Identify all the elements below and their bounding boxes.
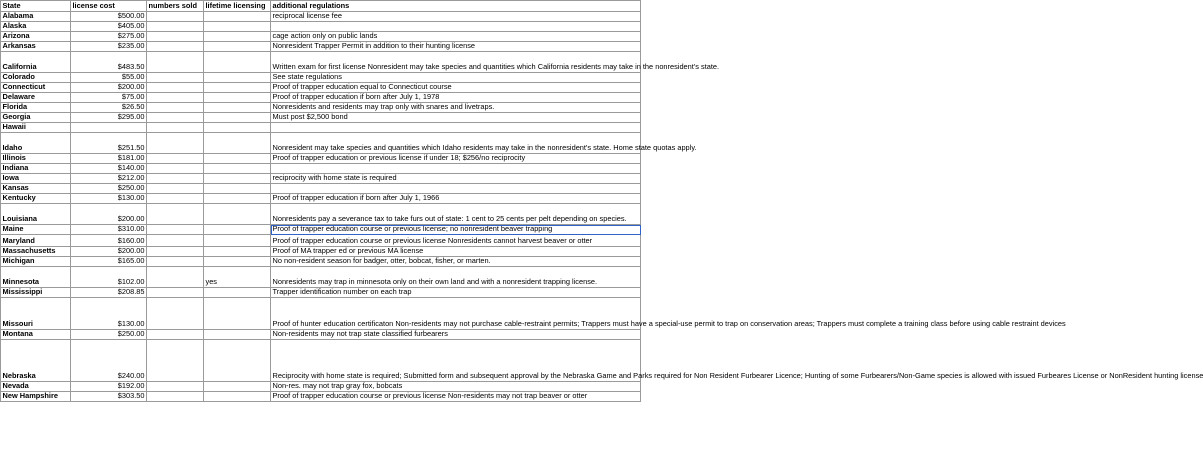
numbers-sold-cell[interactable]	[147, 133, 204, 154]
numbers-sold-cell[interactable]	[147, 267, 204, 288]
lifetime-licensing-cell[interactable]	[204, 184, 271, 194]
regulations-cell[interactable]: Proof of trapper education or previous license if under 18; $256/no reciprocity	[271, 154, 641, 164]
table-row	[1, 73, 641, 83]
state-cell[interactable]: Nevada	[1, 382, 71, 392]
license-cost-cell[interactable]: $102.00	[71, 267, 147, 288]
regulations-cell[interactable]: Nonresidents and residents may trap only with snares and livetraps.	[271, 103, 641, 113]
table-row	[1, 235, 641, 247]
license-cost-cell[interactable]: $192.00	[71, 382, 147, 392]
lifetime-licensing-cell[interactable]	[204, 12, 271, 22]
regulations-cell[interactable]: cage action only on public lands	[271, 32, 641, 42]
numbers-sold-cell[interactable]	[147, 93, 204, 103]
table-row	[1, 42, 641, 52]
lifetime-licensing-cell[interactable]	[204, 164, 271, 174]
header-state[interactable]: State	[1, 1, 71, 12]
state-cell[interactable]: California	[1, 52, 71, 73]
numbers-sold-cell[interactable]	[147, 22, 204, 32]
regulations-cell[interactable]	[271, 22, 641, 32]
lifetime-licensing-cell[interactable]	[204, 22, 271, 32]
numbers-sold-cell[interactable]	[147, 298, 204, 330]
license-cost-cell[interactable]: $251.50	[71, 133, 147, 154]
regulations-cell[interactable]: Proof of trapper education if born after July 1, 1966	[271, 194, 641, 204]
license-cost-cell[interactable]: $181.00	[71, 154, 147, 164]
table-row	[1, 267, 641, 288]
state-cell[interactable]: Massachusetts	[1, 247, 71, 257]
license-cost-cell[interactable]: $26.50	[71, 103, 147, 113]
header-numbers-sold[interactable]: numbers sold	[147, 1, 204, 12]
regulations-cell[interactable]: Trapper identification number on each trap	[271, 288, 641, 298]
numbers-sold-cell[interactable]	[147, 257, 204, 267]
numbers-sold-cell[interactable]	[147, 174, 204, 184]
state-cell[interactable]: Alaska	[1, 22, 71, 32]
table-row	[1, 164, 641, 174]
state-cell[interactable]: Maryland	[1, 235, 71, 247]
lifetime-licensing-cell[interactable]	[204, 247, 271, 257]
numbers-sold-cell[interactable]	[147, 382, 204, 392]
header-license-cost[interactable]: license cost	[71, 1, 147, 12]
state-cell[interactable]: Florida	[1, 103, 71, 113]
license-cost-cell[interactable]: $75.00	[71, 93, 147, 103]
lifetime-licensing-cell[interactable]	[204, 154, 271, 164]
regulations-cell[interactable]: reciprocal license fee	[271, 12, 641, 22]
numbers-sold-cell[interactable]	[147, 73, 204, 83]
state-cell[interactable]: Illinois	[1, 154, 71, 164]
regulations-cell[interactable]: See state regulations	[271, 73, 641, 83]
license-cost-cell[interactable]: $500.00	[71, 12, 147, 22]
regulations-cell[interactable]: Proof of trapper education course or previous license Non-residents may not trap beaver or otter	[271, 392, 641, 402]
state-cell[interactable]: Indiana	[1, 164, 71, 174]
state-cell[interactable]: Nebraska	[1, 340, 71, 382]
license-cost-cell[interactable]: $240.00	[71, 340, 147, 382]
table-row	[1, 93, 641, 103]
numbers-sold-cell[interactable]	[147, 194, 204, 204]
state-cell[interactable]: Connecticut	[1, 83, 71, 93]
table-row	[1, 52, 641, 73]
state-cell[interactable]: New Hampshire	[1, 392, 71, 402]
table-row	[1, 32, 641, 42]
table-row	[1, 247, 641, 257]
regulations-cell[interactable]: Nonresident Trapper Permit in addition to their hunting license	[271, 42, 641, 52]
license-cost-cell[interactable]: $212.00	[71, 174, 147, 184]
table-row	[1, 392, 641, 402]
header-additional-regulations[interactable]: additional regulations	[271, 1, 641, 12]
table-row	[1, 330, 641, 340]
table-row	[1, 204, 641, 225]
regulations-cell[interactable]	[271, 184, 641, 194]
lifetime-licensing-cell[interactable]	[204, 93, 271, 103]
state-cell[interactable]: Arizona	[1, 32, 71, 42]
lifetime-licensing-cell[interactable]	[204, 235, 271, 247]
lifetime-licensing-cell[interactable]	[204, 52, 271, 73]
regulations-cell[interactable]	[271, 123, 641, 133]
table-row	[1, 113, 641, 123]
lifetime-licensing-cell[interactable]	[204, 83, 271, 93]
lifetime-licensing-cell[interactable]	[204, 174, 271, 184]
state-cell[interactable]: Idaho	[1, 133, 71, 154]
numbers-sold-cell[interactable]	[147, 42, 204, 52]
table-row	[1, 225, 641, 235]
lifetime-licensing-cell[interactable]	[204, 340, 271, 382]
header-row	[1, 1, 641, 12]
license-cost-cell[interactable]: $275.00	[71, 32, 147, 42]
lifetime-licensing-cell[interactable]	[204, 330, 271, 340]
license-cost-cell[interactable]: $200.00	[71, 247, 147, 257]
lifetime-licensing-cell[interactable]	[204, 204, 271, 225]
table-row	[1, 340, 641, 382]
numbers-sold-cell[interactable]	[147, 204, 204, 225]
table-row	[1, 133, 641, 154]
regulations-cell[interactable]: Proof of trapper education course or previous license Nonresidents cannot harvest beaver or otter	[271, 235, 641, 247]
regulations-cell[interactable]: reciprocity with home state is required	[271, 174, 641, 184]
lifetime-licensing-cell[interactable]	[204, 194, 271, 204]
state-cell[interactable]: Missouri	[1, 298, 71, 330]
state-cell[interactable]: Kansas	[1, 184, 71, 194]
state-cell[interactable]: Michigan	[1, 257, 71, 267]
table-row	[1, 154, 641, 164]
license-cost-cell[interactable]: $405.00	[71, 22, 147, 32]
table-row	[1, 194, 641, 204]
state-cell[interactable]: Kentucky	[1, 194, 71, 204]
numbers-sold-cell[interactable]	[147, 154, 204, 164]
numbers-sold-cell[interactable]	[147, 113, 204, 123]
regulations-cell[interactable]: Non-residents may not trap state classified furbearers	[271, 330, 641, 340]
lifetime-licensing-cell[interactable]	[204, 298, 271, 330]
table-row	[1, 123, 641, 133]
regulations-cell[interactable]: Nonresidents may trap in minnesota only on their own land and with a nonresident trapping license.	[271, 267, 641, 288]
table-row	[1, 83, 641, 93]
lifetime-licensing-cell[interactable]	[204, 113, 271, 123]
license-cost-cell[interactable]: $55.00	[71, 73, 147, 83]
lifetime-licensing-cell[interactable]	[204, 288, 271, 298]
state-cell[interactable]: Mississippi	[1, 288, 71, 298]
numbers-sold-cell[interactable]	[147, 103, 204, 113]
lifetime-licensing-cell[interactable]	[204, 382, 271, 392]
lifetime-licensing-cell[interactable]	[204, 32, 271, 42]
license-cost-cell[interactable]: $483.50	[71, 52, 147, 73]
lifetime-licensing-cell[interactable]	[204, 123, 271, 133]
lifetime-licensing-cell[interactable]	[204, 392, 271, 402]
state-cell[interactable]: Georgia	[1, 113, 71, 123]
license-cost-cell[interactable]: $130.00	[71, 194, 147, 204]
regulations-cell[interactable]: Reciprocity with home state is required; Submitted form and subsequent approval by the Nebraska Game and Parks required for Non Resident Furbearer Licence; Hunting of some Furbearers/Non-Game species is allowed with issued Furbeares License or NonResident hunting license	[271, 340, 641, 382]
table-row	[1, 174, 641, 184]
regulations-cell[interactable]: Must post $2,500 bond	[271, 113, 641, 123]
numbers-sold-cell[interactable]	[147, 12, 204, 22]
numbers-sold-cell[interactable]	[147, 164, 204, 174]
license-cost-cell[interactable]: $250.00	[71, 330, 147, 340]
regulations-cell[interactable]: Written exam for first license Nonresident may take species and quantities which California residents may take in the nonresident's state.	[271, 52, 641, 73]
license-cost-cell[interactable]: $250.00	[71, 184, 147, 194]
table-row	[1, 298, 641, 330]
license-cost-cell[interactable]	[71, 123, 147, 133]
regulations-cell[interactable]: No non-resident season for badger, otter, bobcat, fisher, or marten.	[271, 257, 641, 267]
license-cost-cell[interactable]: $310.00	[71, 225, 147, 235]
table-row	[1, 22, 641, 32]
state-cell[interactable]: Louisiana	[1, 204, 71, 225]
lifetime-licensing-cell[interactable]	[204, 257, 271, 267]
license-cost-cell[interactable]: $160.00	[71, 235, 147, 247]
lifetime-licensing-cell[interactable]	[204, 73, 271, 83]
regulations-cell[interactable]: Nonresidents pay a severance tax to take furs out of state: 1 cent to 25 cents per pelt depending on species.	[271, 204, 641, 225]
state-cell[interactable]: Delaware	[1, 93, 71, 103]
regulations-cell[interactable]: Proof of trapper education if born after July 1, 1978	[271, 93, 641, 103]
license-cost-cell[interactable]: $140.00	[71, 164, 147, 174]
state-cell[interactable]: Iowa	[1, 174, 71, 184]
numbers-sold-cell[interactable]	[147, 52, 204, 73]
regulations-cell[interactable]: Nonresident may take species and quantities which Idaho residents may take in the nonresident's state. Home state quotas apply.	[271, 133, 641, 154]
regulations-cell[interactable]: Proof of hunter education certificaton Non-residents may not purchase cable-restraint permits; Trappers must have a special-use permit to trap on conservation areas; Trappers must complete a training class before using cable restraint devices	[271, 298, 641, 330]
table-row	[1, 288, 641, 298]
state-cell[interactable]: Montana	[1, 330, 71, 340]
table-row	[1, 12, 641, 22]
state-cell[interactable]: Hawaii	[1, 123, 71, 133]
lifetime-licensing-cell[interactable]	[204, 103, 271, 113]
numbers-sold-cell[interactable]	[147, 32, 204, 42]
numbers-sold-cell[interactable]	[147, 288, 204, 298]
license-cost-cell[interactable]: $303.50	[71, 392, 147, 402]
license-cost-cell[interactable]: $165.00	[71, 257, 147, 267]
state-cell[interactable]: Colorado	[1, 73, 71, 83]
regulations-cell[interactable]: Proof of trapper education equal to Connecticut course	[271, 83, 641, 93]
license-cost-cell[interactable]: $130.00	[71, 298, 147, 330]
numbers-sold-cell[interactable]	[147, 83, 204, 93]
numbers-sold-cell[interactable]	[147, 225, 204, 235]
table-row	[1, 382, 641, 392]
lifetime-licensing-cell[interactable]	[204, 133, 271, 154]
regulations-cell[interactable]: Non-res. may not trap gray fox, bobcats	[271, 382, 641, 392]
numbers-sold-cell[interactable]	[147, 392, 204, 402]
numbers-sold-cell[interactable]	[147, 184, 204, 194]
header-lifetime-licensing[interactable]: lifetime licensing	[204, 1, 271, 12]
state-cell[interactable]: Minnesota	[1, 267, 71, 288]
regulations-cell[interactable]: Proof of MA trapper ed or previous MA license	[271, 247, 641, 257]
numbers-sold-cell[interactable]	[147, 247, 204, 257]
lifetime-licensing-cell[interactable]: yes	[204, 267, 271, 288]
license-cost-cell[interactable]: $200.00	[71, 83, 147, 93]
regulations-cell[interactable]	[271, 164, 641, 174]
table-row	[1, 103, 641, 113]
license-cost-cell[interactable]: $295.00	[71, 113, 147, 123]
table-row	[1, 257, 641, 267]
state-cell[interactable]: Maine	[1, 225, 71, 235]
state-cell[interactable]: Alabama	[1, 12, 71, 22]
numbers-sold-cell[interactable]	[147, 123, 204, 133]
lifetime-licensing-cell[interactable]	[204, 42, 271, 52]
lifetime-licensing-cell[interactable]	[204, 225, 271, 235]
license-cost-cell[interactable]: $235.00	[71, 42, 147, 52]
numbers-sold-cell[interactable]	[147, 340, 204, 382]
numbers-sold-cell[interactable]	[147, 235, 204, 247]
state-cell[interactable]: Arkansas	[1, 42, 71, 52]
numbers-sold-cell[interactable]	[147, 330, 204, 340]
regulations-cell[interactable]: Proof of trapper education course or previous license; no nonresident beaver trapping	[271, 225, 641, 235]
license-cost-cell[interactable]: $200.00	[71, 204, 147, 225]
table-row	[1, 184, 641, 194]
license-cost-cell[interactable]: $208.85	[71, 288, 147, 298]
